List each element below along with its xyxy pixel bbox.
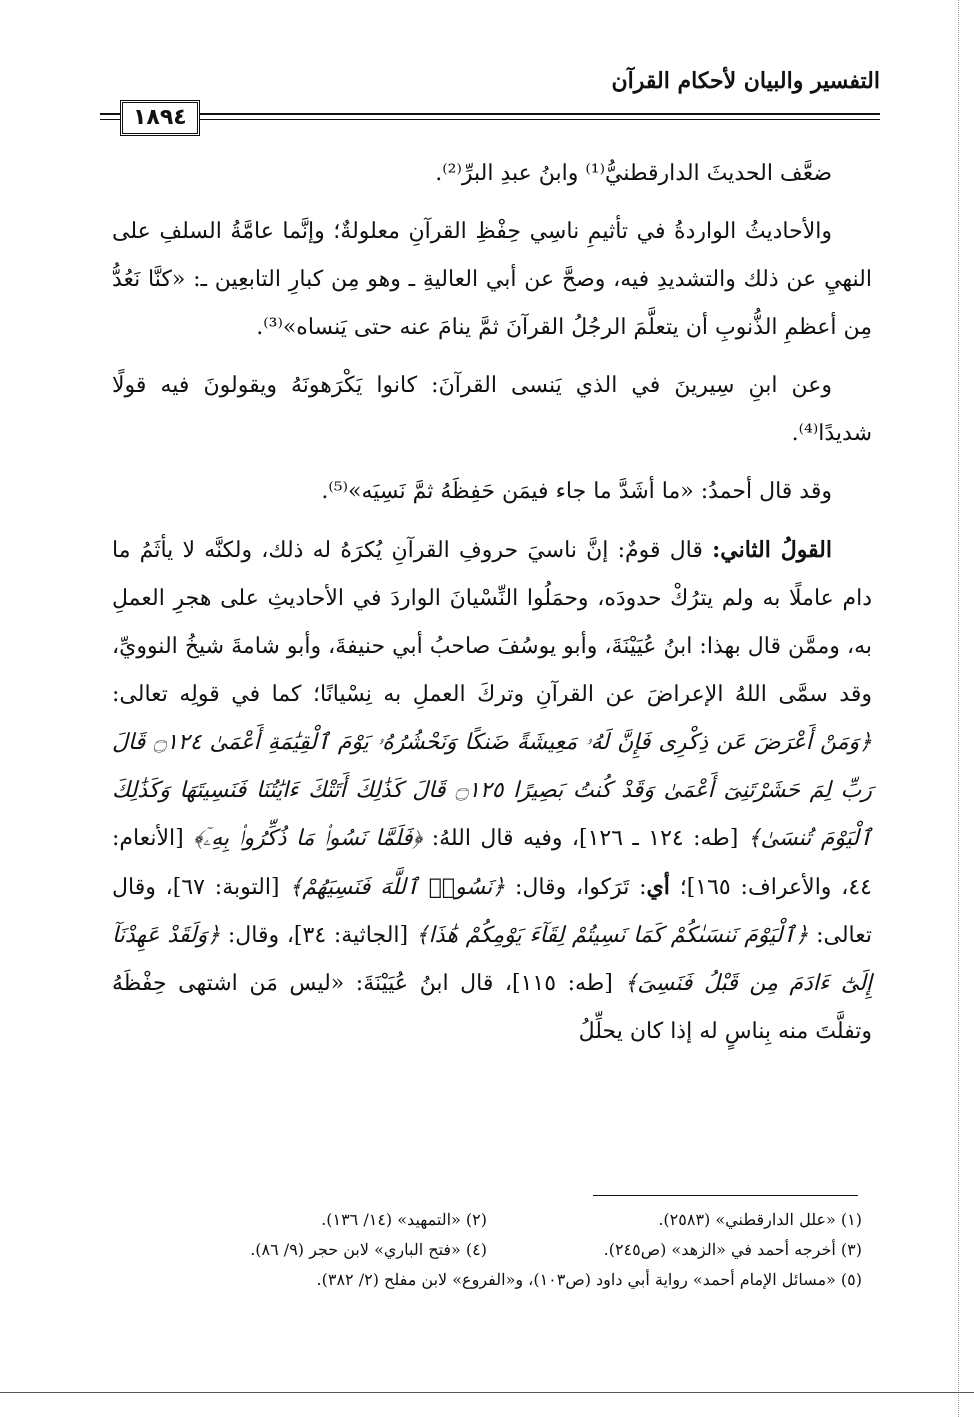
quran-verse-1: ﴿وَمَنْ أَعْرَضَ عَن ذِكْرِى فَإِنَّ لَهُۥ مَعِيشَةً ضَنكًا وَنَحْشُرُهُۥ يَوْمَ ٱلْقِيَٰمَةِ أَعْمَىٰ ۝١٢٤ قَالَ رَبِّ لِمَ حَشَرْتَنِىٓ أَعْمَىٰ وَقَدْ كُنتُ بَصِيرًا ۝١٢٥ قَالَ كَذَٰلِكَ أَتَتْكَ ءَايَٰتُنَا فَنَسِيتَهَا وَكَذَٰلِكَ ٱلْيَوْمَ تُنسَىٰ﴾ bbox=[112, 730, 872, 851]
second-opinion-heading: القولُ الثاني: bbox=[712, 537, 832, 563]
page-bottom-edge bbox=[0, 1392, 974, 1393]
footnote-3: (٣) أخرجه أحمد في «الزهد» (ص٢٤٥). bbox=[603, 1240, 862, 1259]
ai-word: أي bbox=[646, 874, 670, 900]
verse-ref-2: [الأنعام: ٤٤، والأعراف: ١٦٥]؛ bbox=[112, 826, 872, 900]
verse-ref-1: [طه: ١٢٤ ـ ١٢٦]، وفيه قال اللهُ: bbox=[422, 826, 748, 851]
footnote-1: (١) «علل الدارقطني» (٢٥٨٣). bbox=[658, 1210, 862, 1229]
verse-ref-6: [طه: ١١٥]، قال ابنُ عُيَيْنَةَ: «ليس مَن اشتهى حِفْظَهُ وتفلَّتَ منه بِناسٍ له إذا كان يحلِّلُ bbox=[112, 971, 872, 1044]
footnotes bbox=[112, 1205, 862, 1295]
paragraph-2: والأحاديثُ الواردةُ في تأثيمِ ناسِي حِفْظِ القرآنِ معلولةٌ؛ وإنَّما عامَّةُ السلفِ على النهيِ عن ذلك والتشديدِ فيه، وصحَّ عن أبي العاليةِ ـ وهو مِن كبارِ التابعِين ـ: «كنَّا نَعُدُّ مِن أعظمِ الذُّنوبِ أن يتعلَّمَ الرجُلُ القرآنَ ثمَّ ينامَ عنه حتى يَنساه»⁽³⁾. bbox=[112, 219, 872, 340]
footnote-5: (٥) «مسائل الإمام أحمد» رواية أبي داود (ص١٠٣)، و«الفروع» لابن مفلح (٢/ ٣٨٢). bbox=[316, 1270, 862, 1289]
footnote-2: (٢) «التمهيد» (١٤/ ١٣٦). bbox=[321, 1210, 487, 1229]
paragraph-5 bbox=[112, 526, 872, 1056]
footnote-separator bbox=[593, 1195, 858, 1196]
quran-verse-4: ﴿ٱلْيَوْمَ نَنسَىٰكُمْ كَمَا نَسِيتُمْ لِقَآءَ يَوْمِكُمْ هَٰذَا﴾ bbox=[415, 923, 809, 948]
paragraph-5-text: قال قومٌ: إنَّ ناسيَ حروفِ القرآنِ يُكرَهُ له ذلك، ولكنَّه لا يأثَمُ ما دام عاملًا به ولم يترُكْ حدودَه، وحمَلُوا النِّسْيانَ الواردَ في الأحاديثِ على هجرِ العملِ به، وممَّن قال بهذا: ابنُ عُيَيْنَةَ، وأبو يوسُفَ صاحبُ أبي حنيفةَ، وأبو شامةَ شيخُ النوويِّ، وقد سمَّى اللهُ الإعراضَ عن القرآنِ وتركَ العملِ به نِسْيانًا؛ كما في قولِه تعالى: bbox=[112, 538, 872, 707]
quran-verse-2: ﴿فَلَمَّا نَسُوا۟ مَا ذُكِّرُوا۟ بِهِۦٓ﴾ bbox=[193, 826, 423, 851]
header-rule-bottom bbox=[100, 119, 880, 120]
paragraph-4: وقد قال أحمدُ: «ما أشَدَّ ما جاء فيمَن حَفِظَهُ ثمَّ نَسِيَه»⁽⁵⁾. bbox=[321, 479, 832, 504]
page-number: ١٨٩٤ bbox=[120, 100, 200, 136]
verse-ref-5: [الجاثية: ٣٤]، وقال: bbox=[220, 923, 416, 948]
verse-ref-3: : تَرَكوا، وقال: bbox=[505, 875, 647, 900]
main-text bbox=[112, 150, 872, 1066]
quran-verse-5: ﴿وَلَقَدْ عَهِدْنَآ إِلَىٰٓ ءَادَمَ مِن قَبْلُ فَنَسِىَ﴾ bbox=[112, 923, 873, 996]
verse-ref-4: [التوبة: ٦٧]، وقال تعالى: bbox=[112, 875, 872, 948]
paragraph-1: ضعَّف الحديثَ الدارقطنيُّ⁽¹⁾ وابنُ عبدِ البرِّ⁽²⁾. bbox=[435, 161, 832, 186]
quran-verse-3: ﴿نَسُوا۟ ٱللَّهَ فَنَسِيَهُمْ﴾ bbox=[289, 875, 506, 900]
page-header bbox=[100, 68, 880, 138]
footnote-4: (٤) «فتح الباري» لابن حجر (٩/ ٨٦). bbox=[250, 1240, 487, 1259]
book-title: التفسير والبيان لأحكام القرآن bbox=[611, 68, 880, 94]
scan-edge bbox=[958, 0, 960, 1417]
paragraph-3: وعن ابنِ سِيرينَ في الذي يَنسى القرآنَ: كانوا يَكْرَهونَهُ ويقولونَ فيه قولًا شديدًا⁽⁴⁾. bbox=[112, 373, 872, 446]
header-rule-top bbox=[100, 113, 880, 115]
